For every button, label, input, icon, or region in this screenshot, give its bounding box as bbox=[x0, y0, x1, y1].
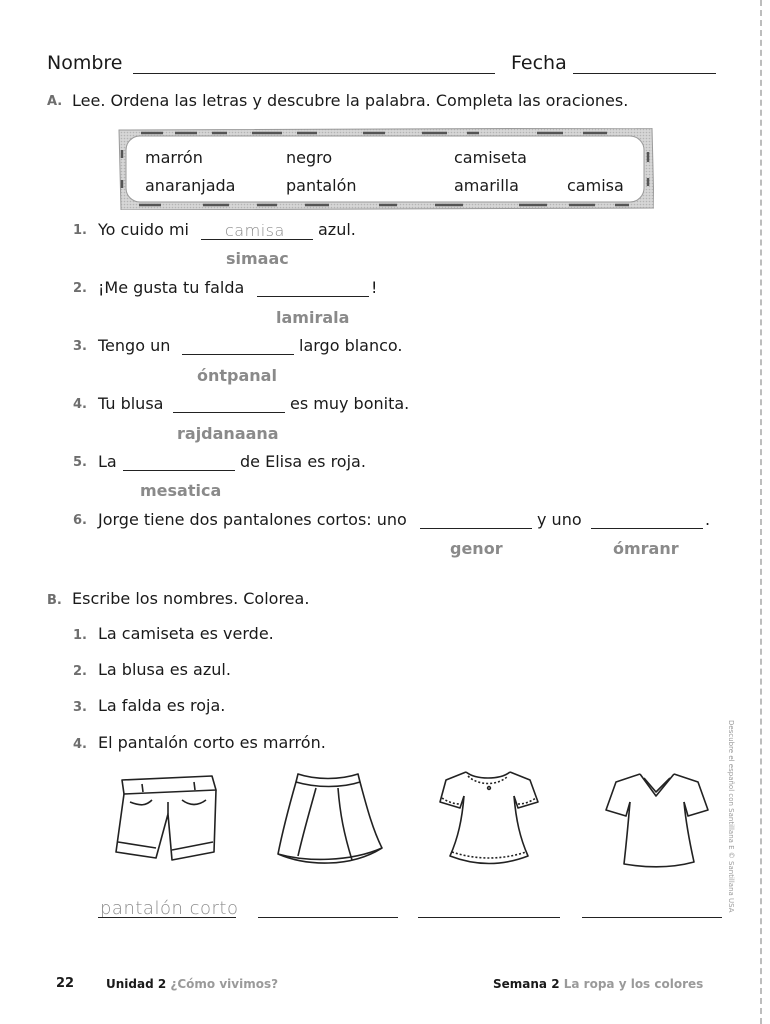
shorts-drawing[interactable] bbox=[112, 772, 224, 868]
item-number: 6. bbox=[73, 513, 87, 528]
sentence-text: Jorge tiene dos pantalones cortos: uno bbox=[98, 510, 407, 529]
sentence-text: ¡Me gusta tu falda bbox=[98, 278, 245, 297]
scrambled-word: genor bbox=[450, 539, 503, 558]
sentence-text: El pantalón corto es marrón. bbox=[98, 733, 326, 752]
answer-blank[interactable] bbox=[201, 239, 313, 240]
week-info bbox=[493, 977, 703, 991]
word-bank-item: amarilla bbox=[454, 176, 519, 195]
section-b-instruction: Escribe los nombres. Colorea. bbox=[72, 589, 310, 608]
unit-label: Unidad 2 bbox=[106, 977, 167, 991]
answer-blank[interactable] bbox=[591, 528, 703, 529]
word-bank-item: anaranjada bbox=[145, 176, 236, 195]
word-bank-frame bbox=[117, 128, 654, 210]
week-label: Semana 2 bbox=[493, 977, 560, 991]
scrambled-word: rajdanaana bbox=[177, 424, 279, 443]
unit-title: ¿Cómo vivimos? bbox=[170, 977, 279, 991]
example-answer: pantalón corto bbox=[100, 898, 239, 919]
answer-blank[interactable] bbox=[420, 528, 532, 529]
answer-blank[interactable] bbox=[98, 917, 236, 918]
word-bank-item: negro bbox=[286, 148, 333, 167]
answer-blank[interactable] bbox=[258, 917, 398, 918]
nombre-line bbox=[133, 73, 495, 74]
scrambled-word: mesatica bbox=[140, 481, 222, 500]
item-number: 5. bbox=[73, 455, 87, 470]
item-number: 1. bbox=[73, 628, 87, 643]
word-bank-item: camiseta bbox=[454, 148, 527, 167]
item-number: 2. bbox=[73, 664, 87, 679]
answer-blank[interactable] bbox=[182, 354, 294, 355]
skirt-drawing[interactable] bbox=[276, 770, 386, 874]
answer-blank[interactable] bbox=[123, 470, 235, 471]
word-bank-item: marrón bbox=[145, 148, 203, 167]
word-bank-item: pantalón bbox=[286, 176, 357, 195]
tshirt-drawing[interactable] bbox=[604, 770, 710, 874]
sentence-text: La camiseta es verde. bbox=[98, 624, 274, 643]
sentence-text: La bbox=[98, 452, 117, 471]
sentence-text: largo blanco. bbox=[299, 336, 403, 355]
scrambled-word: óntpanal bbox=[197, 366, 277, 385]
fecha-label: Fecha bbox=[511, 52, 567, 74]
item-number: 3. bbox=[73, 339, 87, 354]
side-credit: Descubre el español con Santillana E © Santillana USA bbox=[727, 720, 735, 913]
section-a-instruction: Lee. Ordena las letras y descubre la palabra. Completa las oraciones. bbox=[72, 91, 629, 110]
page-cut-line bbox=[760, 0, 762, 1024]
example-answer: camisa bbox=[225, 221, 285, 240]
sentence-text: es muy bonita. bbox=[290, 394, 410, 413]
page-number: 22 bbox=[56, 976, 75, 991]
sentence-text: y uno bbox=[537, 510, 582, 529]
sentence-text: . bbox=[705, 510, 711, 529]
word-bank bbox=[117, 128, 654, 210]
section-b-letter: B. bbox=[47, 593, 62, 608]
scrambled-word: ómranr bbox=[613, 539, 679, 558]
week-title: La ropa y los colores bbox=[563, 977, 704, 991]
answer-blank[interactable] bbox=[173, 412, 285, 413]
sentence-text: ! bbox=[371, 278, 378, 297]
item-number: 2. bbox=[73, 281, 87, 296]
answer-blank[interactable] bbox=[418, 917, 560, 918]
sentence-text: Tu blusa bbox=[98, 394, 164, 413]
section-a-letter: A. bbox=[47, 94, 63, 109]
word-bank-item: camisa bbox=[567, 176, 624, 195]
scrambled-word: lamirala bbox=[276, 308, 350, 327]
blouse-drawing[interactable] bbox=[436, 766, 542, 874]
answer-blank[interactable] bbox=[582, 917, 722, 918]
sentence-text: La falda es roja. bbox=[98, 696, 226, 715]
answer-blank[interactable] bbox=[257, 296, 369, 297]
scrambled-word: simaac bbox=[226, 249, 289, 268]
fecha-line bbox=[573, 73, 716, 74]
sentence-text: Tengo un bbox=[98, 336, 171, 355]
item-number: 3. bbox=[73, 700, 87, 715]
sentence-text: azul. bbox=[318, 220, 356, 239]
sentence-text: La blusa es azul. bbox=[98, 660, 231, 679]
nombre-label: Nombre bbox=[47, 52, 123, 74]
unit-info bbox=[106, 977, 278, 991]
item-number: 1. bbox=[73, 223, 87, 238]
sentence-text: de Elisa es roja. bbox=[240, 452, 366, 471]
sentence-text: Yo cuido mi bbox=[98, 220, 189, 239]
item-number: 4. bbox=[73, 397, 87, 412]
item-number: 4. bbox=[73, 737, 87, 752]
